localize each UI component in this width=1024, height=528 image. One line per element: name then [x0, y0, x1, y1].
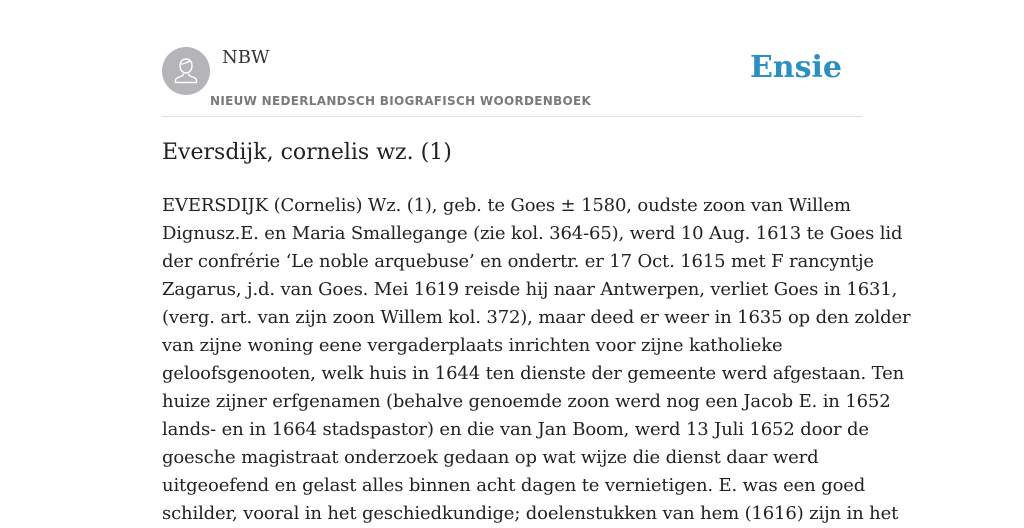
- source-subtitle: NIEUW NEDERLANDSCH BIOGRAFISCH WOORDENBOEK: [210, 94, 592, 108]
- body-line: (verg. art. van zijn zoon Willem kol. 372), maar deed er weer in 1635 op den zolder: [162, 307, 911, 328]
- body-line: geloofsgenooten, welk huis in 1644 ten dienste der gemeente werd afgestaan. Ten: [162, 363, 905, 384]
- body-line: der confrérie ‘Le noble arquebuse’ en ondertr. er 17 Oct. 1615 met F rancyntje: [162, 251, 874, 272]
- user-icon: [171, 56, 201, 86]
- body-line: goesche magistraat onderzoek gedaan op wat wijze die dienst daar werd: [162, 447, 819, 468]
- body-line: Zagarus, j.d. van Goes. Mei 1619 reisde hij naar Antwerpen, verliet Goes in 1631,: [162, 279, 898, 300]
- source-avatar[interactable]: [162, 47, 210, 95]
- body-line: EVERSDIJK (Cornelis) Wz. (1), geb. te Goes ± 1580, oudste zoon van Willem: [162, 195, 851, 216]
- body-line: uitgeoefend en gelast alles binnen acht dagen te vernietigen. E. was een goed: [162, 475, 866, 496]
- header: [162, 0, 862, 117]
- source-name[interactable]: NBW: [222, 47, 270, 68]
- body-line: Dignusz.E. en Maria Smallegange (zie kol. 364-65), werd 10 Aug. 1613 te Goes lid: [162, 223, 903, 244]
- article-title: Eversdijk, cornelis wz. (1): [162, 140, 452, 165]
- article-body: [162, 192, 911, 528]
- body-line: schilder, vooral in het geschiedkundige; doelenstukken van hem (1616) zijn in het: [162, 503, 899, 524]
- body-line: lands- en in 1664 stadspastor) en die van Jan Boom, werd 13 Juli 1652 door de: [162, 419, 869, 440]
- body-line: van zijne woning eene vergaderplaats inrichten voor zijne katholieke: [162, 335, 783, 356]
- brand-logo[interactable]: Ensie: [749, 50, 842, 85]
- body-line: huize zijner erfgenamen (behalve genoemde zoon werd nog een Jacob E. in 1652: [162, 391, 891, 412]
